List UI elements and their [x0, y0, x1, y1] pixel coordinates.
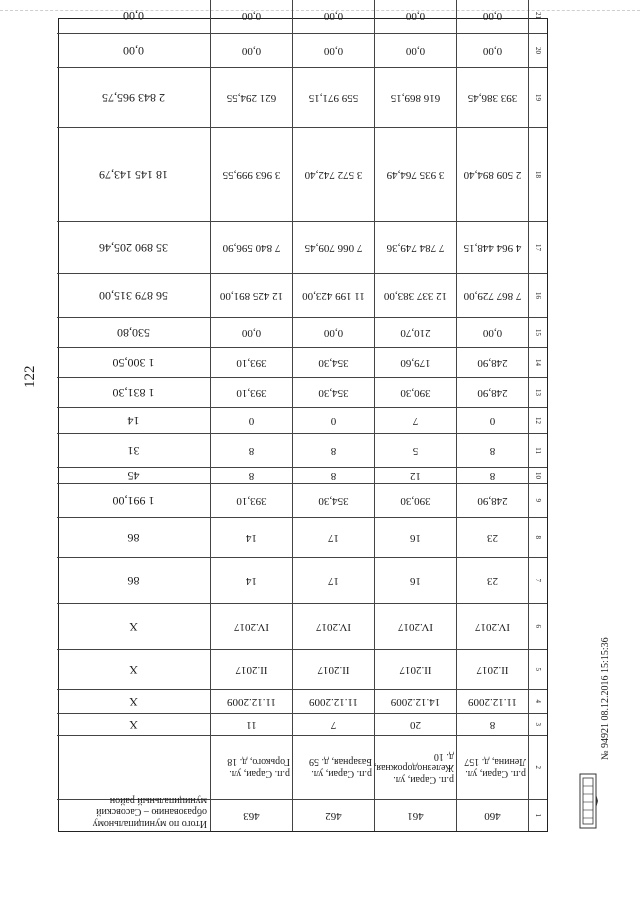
table-cell: II.2017: [374, 649, 456, 689]
table-cell: 0,00: [456, 33, 528, 67]
table-cell: 14.12.2009: [374, 689, 456, 713]
row-number: 8: [534, 535, 543, 540]
table-cell: 17: [292, 557, 374, 603]
table-cell: IV.2017: [456, 603, 528, 649]
table-cell: 179,60: [374, 347, 456, 377]
row-number-cell: [528, 735, 547, 799]
table-cell: 8: [292, 433, 374, 467]
table-cell: 0,00: [292, 0, 374, 33]
table-cell: 23: [456, 557, 528, 603]
row-number: 17: [534, 244, 543, 251]
page-number: 122: [22, 365, 38, 388]
total-cell: 0,00: [57, 33, 210, 67]
table-cell: 11.12.2009: [292, 689, 374, 713]
total-cell: 1 991,00: [57, 483, 210, 517]
table-cell: 621 294,55: [210, 67, 292, 127]
row-number: 1: [534, 813, 543, 818]
table-cell: 8: [292, 467, 374, 483]
total-cell: 45: [57, 467, 210, 483]
total-cell: [57, 735, 210, 799]
table-cell: 210,70: [374, 317, 456, 347]
table-cell: 248,90: [456, 483, 528, 517]
table-cell: 7 867 729,00: [456, 273, 528, 317]
table-cell: р.п. Сараи, ул. Базарная, д. 59: [292, 735, 374, 799]
row-number: 13: [534, 389, 543, 396]
total-cell: Итого по муниципальному образованию – Сасовский муниципальный район: [57, 799, 210, 831]
total-cell: X: [57, 713, 210, 735]
table-cell: 393 386,45: [456, 67, 528, 127]
table-cell: 393,10: [210, 377, 292, 407]
row-number-cell: [528, 799, 547, 831]
table-cell: 0,00: [374, 33, 456, 67]
total-cell: X: [57, 649, 210, 689]
table-cell: 354,30: [292, 377, 374, 407]
table-grid: [58, 9, 548, 832]
row-number: 9: [534, 498, 543, 503]
row-number-cell: [528, 557, 547, 603]
total-cell: 1 831,30: [57, 377, 210, 407]
table-cell: 17: [292, 517, 374, 557]
row-number-cell: [528, 347, 547, 377]
table-cell: 8: [456, 433, 528, 467]
table-cell: 390,30: [374, 483, 456, 517]
total-cell: 86: [57, 557, 210, 603]
table-cell: 14: [210, 557, 292, 603]
table-cell: 0: [292, 407, 374, 433]
row-number-cell: [528, 377, 547, 407]
table-cell: 393,10: [210, 347, 292, 377]
table-cell: IV.2017: [374, 603, 456, 649]
table-cell: II.2017: [210, 649, 292, 689]
table-cell: 393,10: [210, 483, 292, 517]
table-cell: 5: [374, 433, 456, 467]
row-number: 16: [534, 292, 543, 299]
table-cell: 3 572 742,40: [292, 127, 374, 221]
table-cell: 0,00: [210, 0, 292, 33]
table-cell: 8: [210, 433, 292, 467]
building-emblem-icon: [577, 770, 599, 832]
row-number: 7: [534, 578, 543, 583]
table-cell: 11 199 423,00: [292, 273, 374, 317]
table-cell: 14: [210, 517, 292, 557]
table-cell: 0,00: [292, 317, 374, 347]
total-cell: 56 879 315,00: [57, 273, 210, 317]
budget-table: [58, 9, 548, 832]
row-number-cell: [528, 0, 547, 33]
row-number-cell: [528, 127, 547, 221]
registration-stamp: № 94921 08.12.2016 15:15:36: [600, 637, 611, 760]
table-cell: 16: [374, 557, 456, 603]
table-cell: 7 066 709,45: [292, 221, 374, 273]
row-number-cell: [528, 467, 547, 483]
table-cell: 7: [374, 407, 456, 433]
table-cell: 354,30: [292, 483, 374, 517]
row-number-cell: [528, 317, 547, 347]
row-number-cell: [528, 67, 547, 127]
table-cell: 23: [456, 517, 528, 557]
table-cell: 12 425 891,00: [210, 273, 292, 317]
total-cell: X: [57, 603, 210, 649]
total-cell: X: [57, 689, 210, 713]
table-cell: 354,30: [292, 347, 374, 377]
row-number-cell: [528, 649, 547, 689]
row-number: 20: [534, 47, 543, 54]
table-cell: 0,00: [456, 0, 528, 33]
row-number: 5: [534, 667, 543, 672]
row-number-cell: [528, 221, 547, 273]
row-number-cell: [528, 689, 547, 713]
table-cell: 463: [210, 799, 292, 831]
row-number: 12: [534, 417, 543, 424]
row-number-cell: [528, 33, 547, 67]
total-cell: 14: [57, 407, 210, 433]
table-cell: 0,00: [456, 317, 528, 347]
table-cell: р.п. Сараи, ул. Железнодорожная, д. 10: [374, 735, 456, 799]
table-cell: 7 840 596,90: [210, 221, 292, 273]
row-number: 4: [534, 699, 543, 704]
table-cell: 11.12.2009: [210, 689, 292, 713]
table-cell: 11: [210, 713, 292, 735]
table-cell: р.п. Сараи, ул. Ленина, д. 157: [456, 735, 528, 799]
table-cell: 16: [374, 517, 456, 557]
row-number-cell: [528, 433, 547, 467]
table-cell: 2 509 894,40: [456, 127, 528, 221]
row-number: 11: [534, 447, 543, 454]
row-number: 19: [534, 94, 543, 101]
table-cell: 0,00: [210, 317, 292, 347]
table-cell: 390,30: [374, 377, 456, 407]
row-number: 21: [534, 12, 543, 19]
table-cell: 616 869,15: [374, 67, 456, 127]
total-cell: 2 843 965,75: [57, 67, 210, 127]
table-cell: 12: [374, 467, 456, 483]
total-cell: 530,80: [57, 317, 210, 347]
table-cell: 0,00: [210, 33, 292, 67]
table-cell: 0: [456, 407, 528, 433]
table-cell: II.2017: [456, 649, 528, 689]
table-cell: 8: [210, 467, 292, 483]
table-cell: 248,90: [456, 377, 528, 407]
table-cell: 461: [374, 799, 456, 831]
table-cell: 0,00: [374, 0, 456, 33]
table-cell: 0,00: [292, 33, 374, 67]
table-cell: II.2017: [292, 649, 374, 689]
row-number: 6: [534, 624, 543, 629]
row-number: 18: [534, 171, 543, 178]
table-cell: 248,90: [456, 347, 528, 377]
row-number-cell: [528, 713, 547, 735]
table-cell: 7: [292, 713, 374, 735]
total-cell: 35 890 205,46: [57, 221, 210, 273]
row-number-cell: [528, 517, 547, 557]
total-cell: 18 145 143,79: [57, 127, 210, 221]
table-cell: р.п. Сараи, ул. Горького, д. 18: [210, 735, 292, 799]
table-cell: 0: [210, 407, 292, 433]
row-number-cell: [528, 407, 547, 433]
table-cell: 3 935 764,49: [374, 127, 456, 221]
table-cell: 7 784 749,36: [374, 221, 456, 273]
table-cell: 8: [456, 467, 528, 483]
total-cell: 0,00: [57, 0, 210, 33]
total-cell: 86: [57, 517, 210, 557]
row-number: 10: [534, 472, 543, 479]
row-number-cell: [528, 273, 547, 317]
table-cell: 3 963 999,55: [210, 127, 292, 221]
table-cell: 460: [456, 799, 528, 831]
table-cell: IV.2017: [292, 603, 374, 649]
row-number: 3: [534, 722, 543, 727]
total-cell: 1 300,50: [57, 347, 210, 377]
table-cell: IV.2017: [210, 603, 292, 649]
table-cell: 11.12.2009: [456, 689, 528, 713]
table-cell: 462: [292, 799, 374, 831]
row-number: 2: [534, 765, 543, 770]
table-cell: 8: [456, 713, 528, 735]
row-number: 15: [534, 329, 543, 336]
row-number: 14: [534, 359, 543, 366]
row-number-cell: [528, 483, 547, 517]
total-cell: 31: [57, 433, 210, 467]
row-number-cell: [528, 603, 547, 649]
table-cell: 20: [374, 713, 456, 735]
table-cell: 12 337 383,00: [374, 273, 456, 317]
table-cell: 4 964 448,15: [456, 221, 528, 273]
table-cell: 559 971,15: [292, 67, 374, 127]
